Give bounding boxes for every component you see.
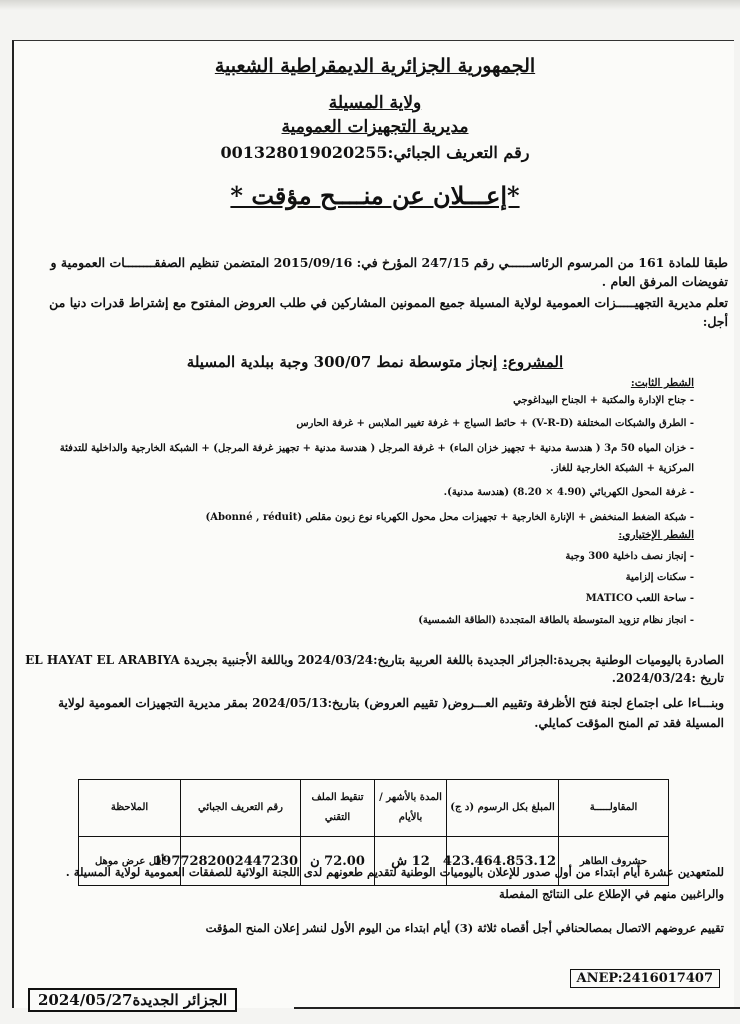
republic-heading: الجمهورية الجزائرية الديمقراطية الشعبية [214, 55, 536, 77]
header-duration: المدة بالأشهر / بالأيام [375, 780, 447, 837]
newspaper-footer: الجزائر الجديدة2024/05/27 [28, 988, 237, 1012]
anep-reference: ANEP:2416017407 [570, 969, 720, 988]
project-line [14, 353, 736, 371]
header-tax-id: رقم التعريف الجبائي [181, 780, 301, 837]
wilaya-heading: ولاية المسيلة [328, 93, 422, 113]
cell-amount: 423.464.853.12 [447, 837, 559, 886]
fixed-item: - جناح الإدارة والمكتبة + الجناح البيداغوجي [513, 395, 694, 406]
fixed-item: - شبكة الضغط المنخفض + الإنارة الخارجية + تجهيزات محل محول الكهرباء نوع زبون مقلص (Abonné , réduit) [205, 512, 694, 523]
optional-tranche-title: الشطر الإختياري: [618, 529, 694, 541]
optional-item: - إنجاز نصف داخلية 300 وجبة [565, 551, 694, 562]
cell-bidder: حشروف الطاهر [559, 837, 669, 886]
fixed-item: - الطرق والشبكات المختلفة (V-R-D) + حائط السياج + غرفة تغيير الملابس + غرفة الحارس [296, 418, 694, 429]
bottom-rule [294, 1007, 740, 1009]
header-bidder: المقاولـــــة [559, 780, 669, 837]
project-text: إنجاز متوسطة نمط 300/07 وجبة ببلدية المسيلة [186, 353, 498, 371]
intro-paragraph: تعلم مديرية التجهيـــــزات العمومية لولاية المسيلة جميع الممونين المشاركين في طلب العروض المفتوح مع إشتراط قدرات دنيا من أجل: [49, 295, 728, 329]
cell-tax-id: 1977282002447230 [181, 837, 301, 886]
contact-notice: تقييم عروضهم الاتصال بمصالحنافي أجل أقصاه ثلاثة (3) أيام ابتداء من اليوم الأول لنشر إعلان المنح المؤقت [205, 921, 724, 935]
scan-shadow [0, 0, 740, 10]
optional-item: - انجاز نظام تزويد المتوسطة بالطاقة المتجددة (الطاقة الشمسية) [418, 615, 694, 626]
table-header-row [79, 780, 669, 837]
optional-item: - ساحة اللعب MATICO [585, 593, 694, 604]
cell-duration: 12 ش [375, 837, 447, 886]
fixed-tranche-title: الشطر الثابت: [630, 377, 694, 389]
fixed-item: - غرفة المحول الكهربائي (4.90 × 8.20) (هندسة مدنية). [443, 487, 694, 498]
cell-remarks: أقل عرض موهل [79, 837, 181, 886]
tax-id-line: رقم التعريف الجبائي:001328019020255 [220, 143, 530, 162]
direction-heading: مديرية التجهيزات العمومية [281, 117, 469, 137]
header-amount: المبلغ بكل الرسوم (د ج) [447, 780, 559, 837]
legal-basis-paragraph: طبقا للمادة 161 من المرسوم الرئاســــــي رقم 247/15 المؤرخ في: 2015/09/16 المتضمن تنظيم الصفقــــــــات العمومية و تفويضات المرفق العام . [50, 255, 728, 289]
project-label: المشروع: [502, 353, 564, 371]
announcement-page [12, 40, 734, 1008]
header-remarks: الملاحظة [79, 780, 181, 837]
evaluation-paragraph: وبنـــاءا على اجتماع لجنة فتح الأظرفة وتقييم العـــروض( تقييم العروض) بتاريخ:2024/05/13 بمقر مديرية التجهيزات العمومية لولاية المسيلة فقد تم المنح المؤقت كمايلي. [58, 696, 724, 730]
fixed-item: - خزان المياه 50 م3 ( هندسة مدنية + تجهيز خزان الماء) + غرفة المرجل ( هندسة مدنية + تجهيز غرفة المرجل) + الشبكة الخارجية والداخلية للتدفئة المركزية + الشبكة الخارجية للغاز. [59, 443, 694, 474]
appeal-notice: للمتعهدين عشرة أيام ابتداء من أول صدور للإعلان باليوميات الوطنية لتقديم طعونهم لدى اللجنة الولائية للصفقات العمومية لولاية المسيلة . والراغبين منهم في الإطلاع على النتائج المفصلة [65, 865, 724, 901]
announcement-title: *إعـــلان عن منــــح مؤقت * [230, 181, 520, 210]
publication-paragraph: الصادرة باليوميات الوطنية بجريدة:الجزائر الجديدة باللغة العربية بتاريخ:2024/03/24 وباللغة الأجنبية بجريدة EL HAYAT EL ARABIYA تاريخ :2024/03/24. [25, 653, 724, 685]
header-score: تنقيط الملف التقني [301, 780, 375, 837]
optional-item: - سكنات إلزامية [625, 572, 694, 583]
cell-score: 72.00 ن [301, 837, 375, 886]
